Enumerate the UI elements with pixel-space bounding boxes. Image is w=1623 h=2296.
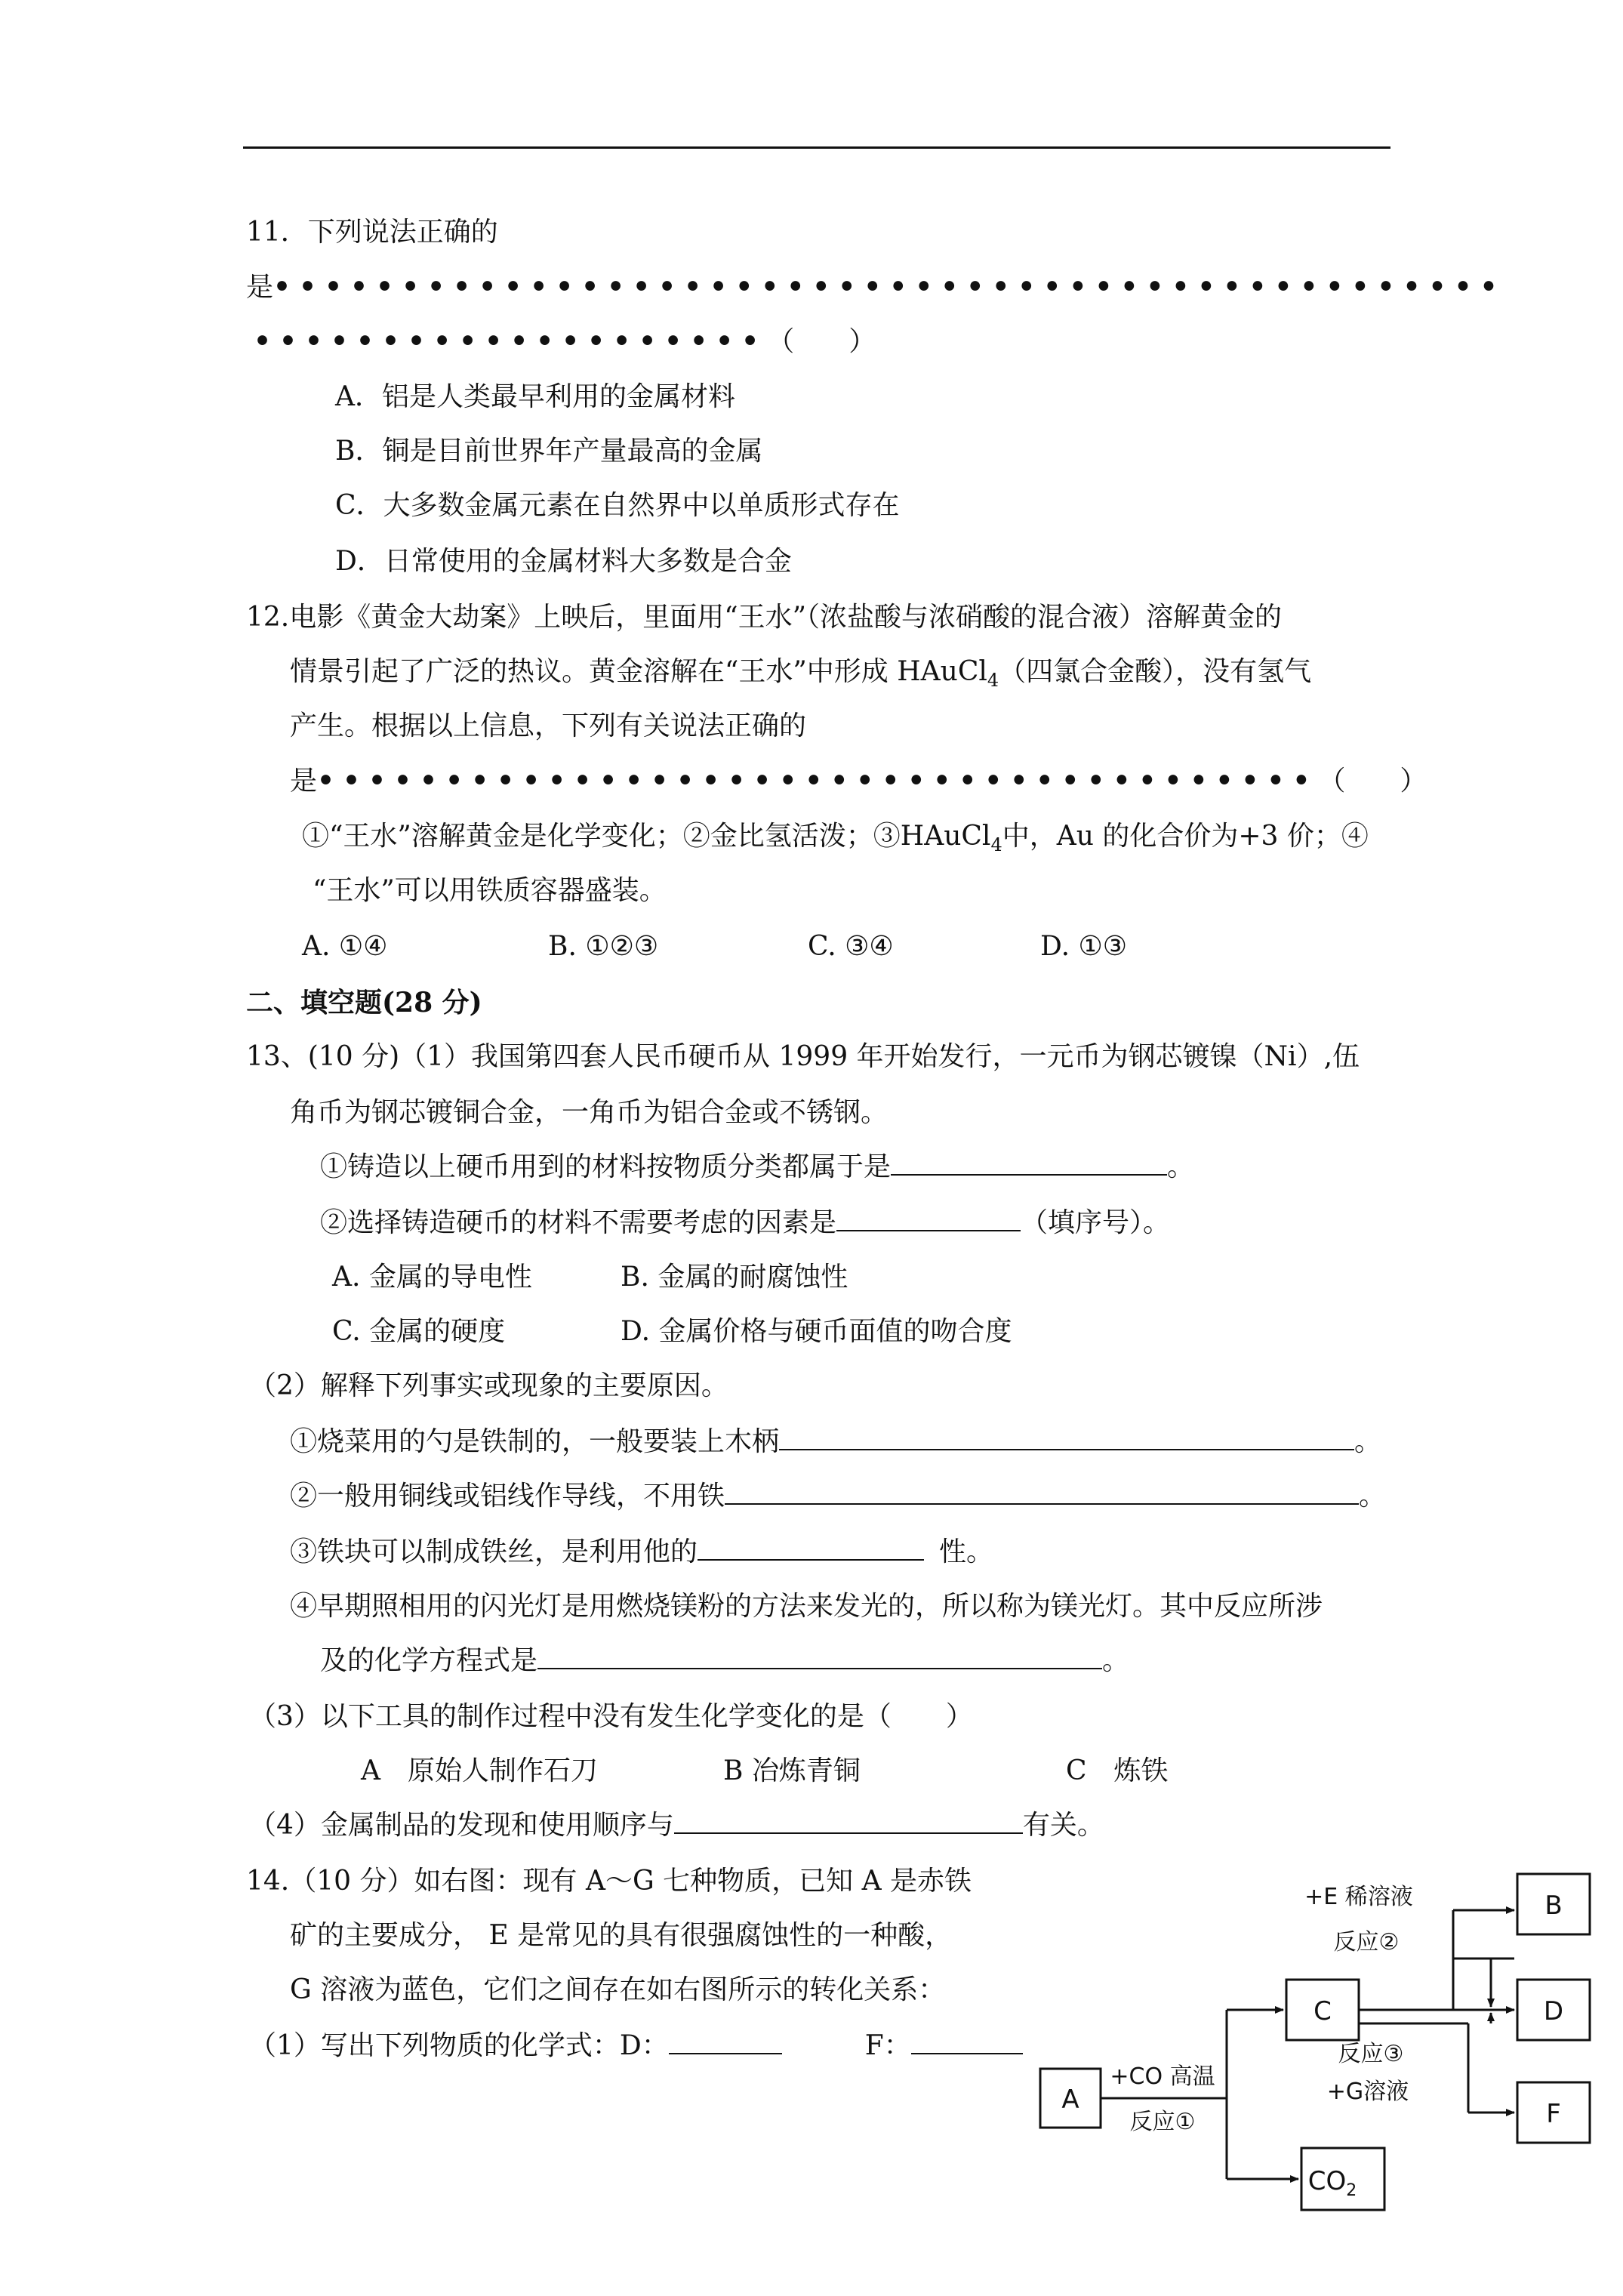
q11-dots-line: ••••••••••••••••••••（ ） bbox=[254, 325, 876, 357]
answer-blank[interactable] bbox=[891, 1151, 1167, 1176]
q13-part4: （4）金属制品的发现和使用顺序与 有关。 bbox=[249, 1810, 1104, 1841]
q12-statement-1: ①“王水”溶解黄金是化学变化；②金比氢活泼；③HAuCl$_4$中，Au 的化合价为+3 价；④ bbox=[302, 821, 1369, 856]
q13-option-c: C. 金属的硬度 bbox=[332, 1316, 506, 1347]
reaction-3-label: 反应③ bbox=[1338, 2041, 1404, 2067]
answer-blank[interactable] bbox=[674, 1810, 1023, 1834]
q13-p2: ②选择铸造硬币的材料不需要考虑的因素是 （填序号）。 bbox=[320, 1207, 1171, 1238]
q11-option-d: D．日常使用的金属材料大多数是合金 bbox=[335, 546, 792, 577]
q14-line1: 14.（10 分）如右图：现有 A～G 七种物质，已知 A 是赤铁 bbox=[246, 1866, 972, 1897]
q11-option-a: A．铝是人类最早利用的金属材料 bbox=[335, 381, 735, 412]
q13-tool-a: A 原始人制作石刀 bbox=[361, 1755, 598, 1786]
q13-option-a: A. 金属的导电性 bbox=[332, 1262, 532, 1293]
q11-option-b: B．铜是目前世界年产量最高的金属 bbox=[335, 436, 763, 467]
node-a: A bbox=[1061, 2085, 1079, 2115]
answer-blank[interactable] bbox=[669, 2030, 782, 2054]
q12-option-a: A. ①④ bbox=[302, 931, 388, 962]
q13-part2: （2）解释下列事实或现象的主要原因。 bbox=[249, 1370, 728, 1401]
reaction-1-label: 反应① bbox=[1129, 2109, 1196, 2135]
reaction-1-condition: +CO 高温 bbox=[1110, 2063, 1215, 2090]
q11-stem-cont: 是•••••••••••••••••••••••••••••••••••••••••••••••• bbox=[246, 271, 1506, 303]
node-d: D bbox=[1543, 1996, 1564, 2026]
reaction-2-reagent: +E 稀溶液 bbox=[1304, 1884, 1413, 1910]
q13-tool-c: C 炼铁 bbox=[1066, 1755, 1169, 1786]
answer-blank[interactable] bbox=[779, 1426, 1354, 1450]
q12-line1: 12.电影《黄金大劫案》上映后，里面用“王水”（浓盐酸与浓硝酸的混合液）溶解黄金的 bbox=[246, 602, 1283, 633]
answer-blank[interactable] bbox=[911, 2030, 1023, 2054]
q13-option-d: D. 金属价格与硬币面值的吻合度 bbox=[621, 1316, 1012, 1347]
node-c: C bbox=[1313, 1996, 1332, 2026]
q13-e4-line1: ④早期照相用的闪光灯是用燃烧镁粉的方法来发光的，所以称为镁光灯。其中反应所涉 bbox=[290, 1591, 1323, 1622]
q13-e2: ②一般用铜线或铝线作导线，不用铁 。 bbox=[290, 1481, 1387, 1512]
q12-line3: 产生。根据以上信息，下列有关说法正确的 bbox=[290, 710, 807, 741]
q12-line2: 情景引起了广泛的热议。黄金溶解在“王水”中形成 HAuCl$_4$（四氯合金酸），没有氢气 bbox=[290, 656, 1312, 692]
answer-blank[interactable] bbox=[537, 1645, 1102, 1669]
q13-e1: ①烧菜用的勺是铁制的，一般要装上木柄 。 bbox=[290, 1426, 1382, 1457]
q13-e4-line2: 及的化学方程式是 。 bbox=[320, 1645, 1130, 1676]
q13-p1: ①铸造以上硬币用到的材料按物质分类都属于是 。 bbox=[320, 1151, 1195, 1182]
q13-line1: 13、(10 分)（1）我国第四套人民币硬币从 1999 年开始发行，一元币为钢芯镀镍（Ni）,伍 bbox=[246, 1041, 1360, 1072]
q13-tool-b: B 冶炼青铜 bbox=[723, 1755, 861, 1786]
q12-option-d: D. ①③ bbox=[1040, 931, 1128, 962]
node-f: F bbox=[1546, 2099, 1561, 2129]
q12-option-c: C. ③④ bbox=[808, 931, 894, 962]
node-b: B bbox=[1544, 1891, 1563, 1921]
q13-option-b: B. 金属的耐腐蚀性 bbox=[621, 1262, 848, 1293]
q13-line2: 角币为钢芯镀铜合金，一角币为铝合金或不锈钢。 bbox=[290, 1097, 888, 1128]
answer-blank[interactable] bbox=[836, 1207, 1021, 1231]
q11-option-c: C．大多数金属元素在自然界中以单质形式存在 bbox=[335, 490, 900, 521]
answer-blank[interactable] bbox=[698, 1536, 924, 1561]
q13-e3: ③铁块可以制成铁丝，是利用他的 性。 bbox=[290, 1536, 994, 1567]
header-rule bbox=[243, 146, 1390, 149]
reaction-3-reagent: +G溶液 bbox=[1326, 2079, 1409, 2105]
q12-statement-2: “王水”可以用铁质容器盛装。 bbox=[313, 875, 667, 906]
q11-stem: 11．下列说法正确的 bbox=[246, 217, 498, 248]
answer-blank[interactable] bbox=[725, 1481, 1359, 1505]
conversion-diagram bbox=[1027, 1865, 1615, 2220]
node-co2: $CO_2$ bbox=[1307, 2166, 1357, 2200]
q14-sub1: （1）写出下列物质的化学式：D： F： bbox=[249, 2029, 1023, 2063]
q12-option-b: B. ①②③ bbox=[548, 931, 659, 962]
q14-line3: G 溶液为蓝色，它们之间存在如右图所示的转化关系： bbox=[290, 1974, 946, 2005]
section-heading: 二、填空题(28 分) bbox=[246, 987, 482, 1019]
reaction-2-label: 反应② bbox=[1333, 1929, 1400, 1955]
q12-line4: 是•••••••••••••••••••••••••••••••••••••••（ ） bbox=[290, 765, 1427, 797]
q13-part3: （3）以下工具的制作过程中没有发生化学变化的是（ ） bbox=[249, 1701, 973, 1732]
q14-line2: 矿的主要成分， E 是常见的具有很强腐蚀性的一种酸， bbox=[290, 1920, 953, 1951]
